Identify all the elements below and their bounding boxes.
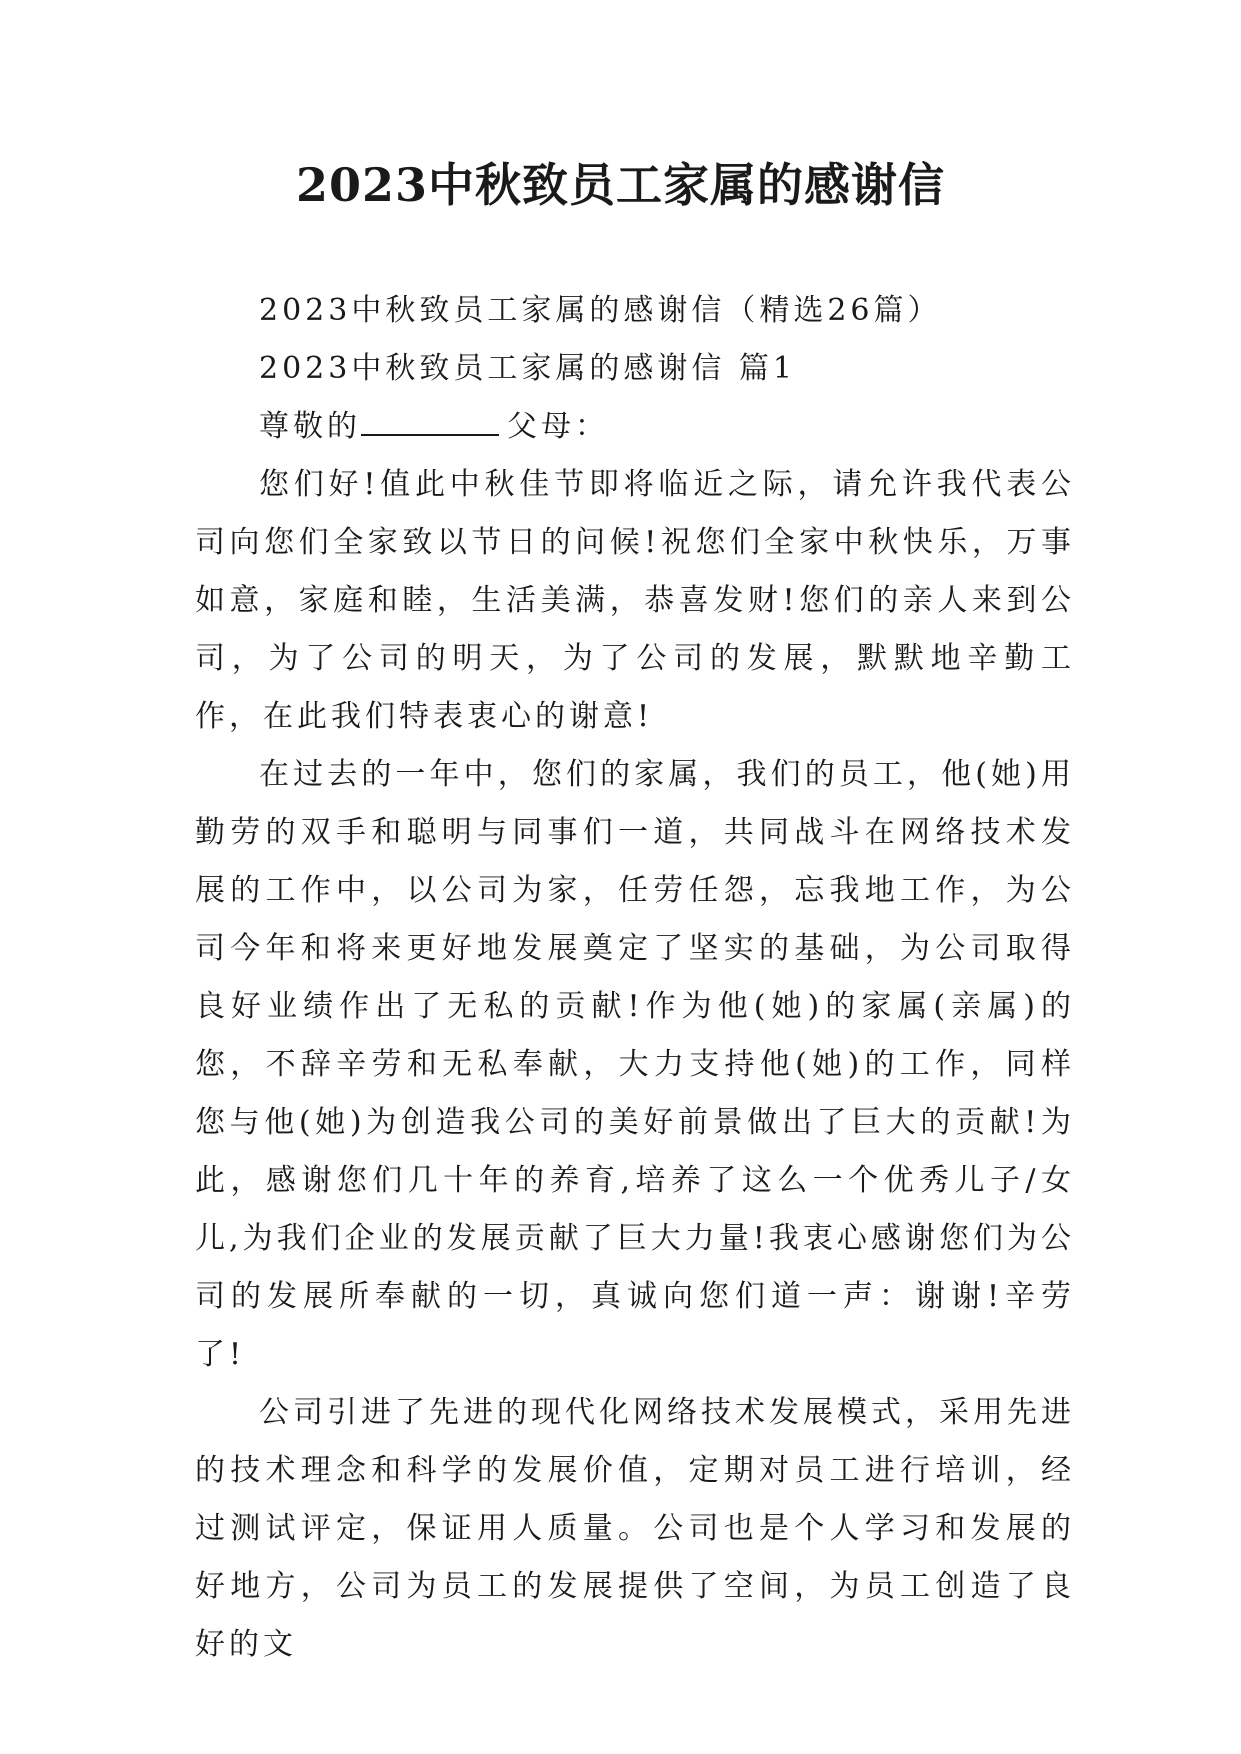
salutation-suffix: 父母：: [507, 409, 609, 444]
document-body: [195, 282, 1075, 1674]
document-title: 2023中秋致员工家属的感谢信: [295, 158, 946, 212]
subtitle-line: 2023中秋致员工家属的感谢信（精选26篇）: [259, 293, 942, 328]
body-paragraph: 您们好!值此中秋佳节即将临近之际，请允许我代表公司向您们全家致以节日的问候!祝您们全家中秋快乐，万事如意，家庭和睦，生活美满，恭喜发财!您们的亲人来到公司，为了公司的明天，为了公司的发展，默默地辛勤工作，在此我们特表衷心的谢意!: [195, 467, 1075, 734]
body-paragraph: 公司引进了先进的现代化网络技术发展模式，采用先进的技术理念和科学的发展价值，定期对员工进行培训，经过测试评定，保证用人质量。公司也是个人学习和发展的好地方，公司为员工的发展提供了空间，为员工创造了良好的文: [195, 1395, 1075, 1662]
body-paragraph: 在过去的一年中，您们的家属，我们的员工，他(她)用勤劳的双手和聪明与同事们一道，共同战斗在网络技术发展的工作中，以公司为家，任劳任怨，忘我地工作，为公司今年和将来更好地发展奠定了坚实的基础，为公司取得良好业绩作出了无私的贡献!作为他(她)的家属(亲属)的您，不辞辛劳和无私奉献，大力支持他(她)的工作，同样您与他(她)为创造我公司的美好前景做出了巨大的贡献!为此，感谢您们几十年的养育,培养了这么一个优秀儿子/女儿,为我们企业的发展贡献了巨大力量!我衷心感谢您们为公司的发展所奉献的一切，真诚向您们道一声：谢谢!辛劳了!: [195, 757, 1075, 1372]
section-heading: 2023中秋致员工家属的感谢信 篇1: [259, 351, 796, 386]
salutation-line: [195, 398, 1075, 456]
name-blank: [361, 400, 499, 436]
salutation-prefix: 尊敬的: [259, 409, 361, 444]
